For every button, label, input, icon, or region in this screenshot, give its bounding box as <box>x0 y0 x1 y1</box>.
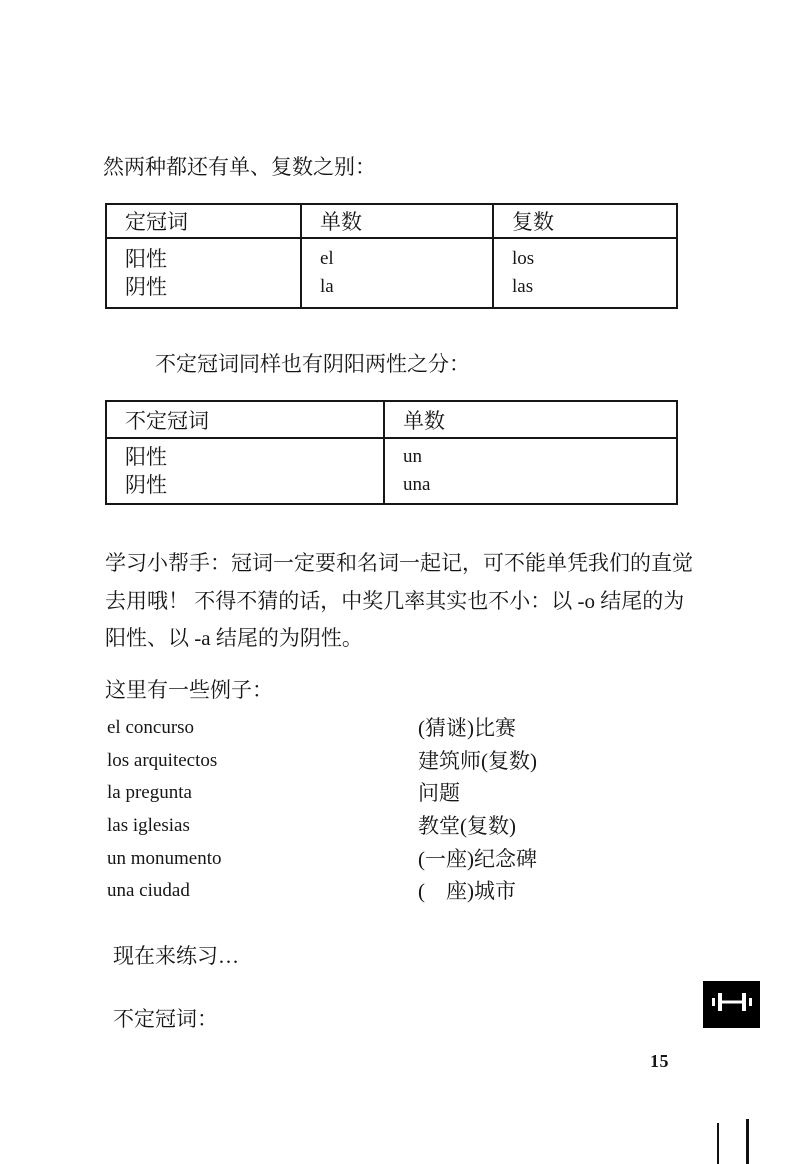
header-indefinite-article: 不定冠词 <box>106 401 384 438</box>
gender-feminine: 阴性 <box>125 275 167 299</box>
scan-registration-mark <box>746 1119 749 1164</box>
table-header-row <box>106 204 677 238</box>
spanish-term: la pregunta <box>107 782 192 804</box>
spanish-term: una ciudad <box>107 880 190 902</box>
indefinite-intro-line: 不定冠词同样也有阴阳两性之分： <box>155 352 470 376</box>
chinese-meaning: (一座)纪念碑 <box>418 846 537 871</box>
table-header-row <box>106 401 677 438</box>
singular-masculine: el <box>320 248 334 269</box>
gender-cell <box>106 238 301 308</box>
table-body-row <box>106 438 677 504</box>
gender-cell <box>106 438 384 504</box>
list-item <box>107 712 682 745</box>
spanish-term: las iglesias <box>107 815 190 837</box>
list-item <box>107 843 682 876</box>
spanish-term: el concurso <box>107 717 195 738</box>
spanish-term: los arquitectos <box>107 749 218 771</box>
examples-intro-line: 这里有一些例子： <box>105 678 273 702</box>
chinese-meaning: 建筑师(复数) <box>418 748 537 773</box>
header-singular: 单数 <box>384 401 677 438</box>
list-item <box>107 745 682 778</box>
examples-list <box>107 712 682 908</box>
gender-masculine: 阳性 <box>125 247 167 271</box>
gender-feminine: 阴性 <box>125 473 167 497</box>
singular-cell <box>384 438 677 504</box>
singular-masculine: un <box>403 446 422 467</box>
section-heading-line: 不定冠词： <box>113 1007 218 1031</box>
scan-registration-mark <box>717 1123 719 1164</box>
header-definite-article: 定冠词 <box>106 204 301 238</box>
singular-cell <box>301 238 493 308</box>
chinese-meaning: (猜谜)比赛 <box>418 716 516 740</box>
definite-article-table <box>105 203 678 309</box>
study-tip-paragraph <box>105 545 693 658</box>
dumbbell-icon <box>711 990 753 1019</box>
plural-feminine: las <box>512 276 534 297</box>
singular-feminine: la <box>320 276 334 297</box>
page-number: 15 <box>650 1051 669 1071</box>
list-item <box>107 875 682 908</box>
gender-masculine: 阳性 <box>125 445 167 469</box>
chinese-meaning: 教堂(复数) <box>418 814 516 839</box>
tip-line-2: 去用哦！ 不得不猜的话，中奖几率其实也不小：以 -o 结尾的为 <box>105 588 685 613</box>
singular-feminine: una <box>403 474 431 495</box>
list-item <box>107 810 682 843</box>
spanish-term: un monumento <box>107 847 222 869</box>
table-body-row <box>106 238 677 308</box>
header-singular: 单数 <box>301 204 493 238</box>
indefinite-article-table <box>105 400 678 505</box>
list-item <box>107 777 682 810</box>
plural-masculine: los <box>512 248 535 269</box>
chinese-meaning: 问题 <box>418 781 460 806</box>
intro-line: 然两种都还有单、复数之别： <box>103 155 376 179</box>
header-plural: 复数 <box>493 204 677 238</box>
practice-intro-line: 现在来练习… <box>113 944 239 968</box>
tip-line-3: 阳性、以 -a 结尾的为阴性。 <box>105 626 363 650</box>
tip-line-1: 学习小帮手：冠词一定要和名词一起记，可不能单凭我们的直觉 <box>105 551 693 575</box>
plural-cell <box>493 238 677 308</box>
exercise-section-tab <box>703 981 760 1028</box>
chinese-meaning: ( 座)城市 <box>418 879 516 904</box>
